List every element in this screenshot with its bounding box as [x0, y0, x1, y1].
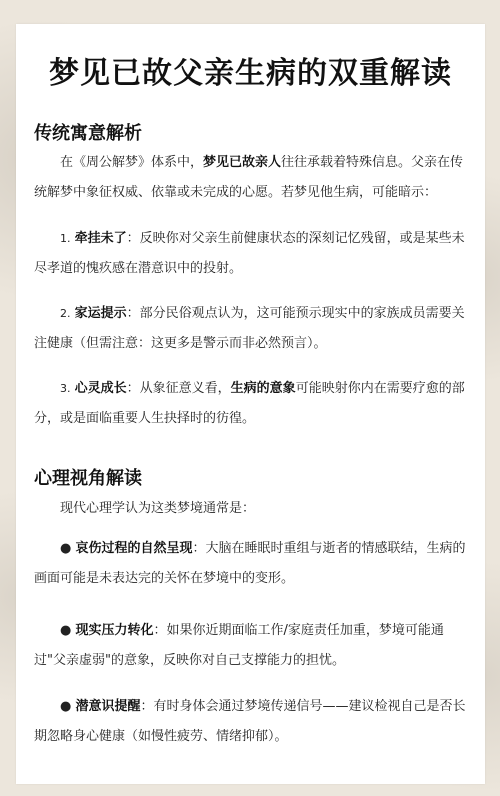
- bullet-icon: ●: [60, 541, 72, 556]
- psychology-intro: 现代心理学认为这类梦境通常是：: [60, 501, 256, 516]
- bullet-item: [34, 534, 474, 594]
- section-heading-traditional: 传统寓意解析: [34, 123, 142, 144]
- intro-text: 在《周公解梦》体系中，: [60, 155, 204, 170]
- item-text: ：大脑在睡眠时重组与逝者的情感联结，生病的画面可能是未表达完的关怀在梦境中的变形。: [34, 541, 466, 586]
- intro-text: 往往承载着特殊信息。父亲在传统解梦中象征权威、依靠或未完成的心愿。若梦见他生病，可能暗示：: [34, 155, 464, 200]
- item-number: 2.: [60, 307, 71, 320]
- item-text: ：反映你对父亲生前健康状态的深刻记忆残留，或是某些未尽孝道的愧疚感在潜意识中的投射。: [34, 231, 465, 276]
- section-heading-psychology: 心理视角解读: [34, 468, 142, 489]
- item-title: 心灵成长: [74, 381, 127, 396]
- item-text: 可能映射你内在需要疗愈的部分，或是面临重要人生抉择时的彷徨。: [34, 381, 465, 426]
- item-title: 潜意识提醒: [75, 699, 141, 714]
- bullet-item: [34, 616, 474, 676]
- item-number: 3.: [60, 382, 71, 395]
- traditional-intro: [34, 148, 474, 208]
- item-title: 现实压力转化: [75, 623, 154, 638]
- item-title: 家运提示: [74, 306, 127, 321]
- bullet-icon: ●: [60, 623, 72, 638]
- item-number: 1.: [60, 232, 71, 245]
- item-bold-phrase: 生病的意象: [230, 381, 296, 396]
- list-item: [34, 224, 474, 284]
- item-title: 哀伤过程的自然呈现: [75, 541, 193, 556]
- article-card: [16, 24, 485, 784]
- item-text: ：从象征意义看，: [126, 381, 231, 396]
- list-item: [34, 299, 474, 359]
- item-text: ：有时身体会通过梦境传递信号——建议检视自己是否长期忽略身心健康（如慢性疲劳、情绪抑郁）。: [34, 699, 466, 744]
- intro-bold: 梦见已故亲人: [203, 155, 282, 170]
- bullet-item: [34, 692, 474, 752]
- list-item: [34, 374, 474, 434]
- item-text: ：如果你近期面临工作/家庭责任加重，梦境可能通过"父亲虚弱"的意象，反映你对自己支撑能力的担忧。: [34, 623, 444, 668]
- page-title: 梦见已故父亲生病的双重解读: [49, 56, 452, 91]
- bullet-icon: ●: [60, 699, 72, 714]
- item-text: ：部分民俗观点认为，这可能预示现实中的家族成员需要关注健康（但需注意：这更多是警示而非必然预言）。: [34, 306, 465, 351]
- item-title: 牵挂未了: [74, 231, 127, 246]
